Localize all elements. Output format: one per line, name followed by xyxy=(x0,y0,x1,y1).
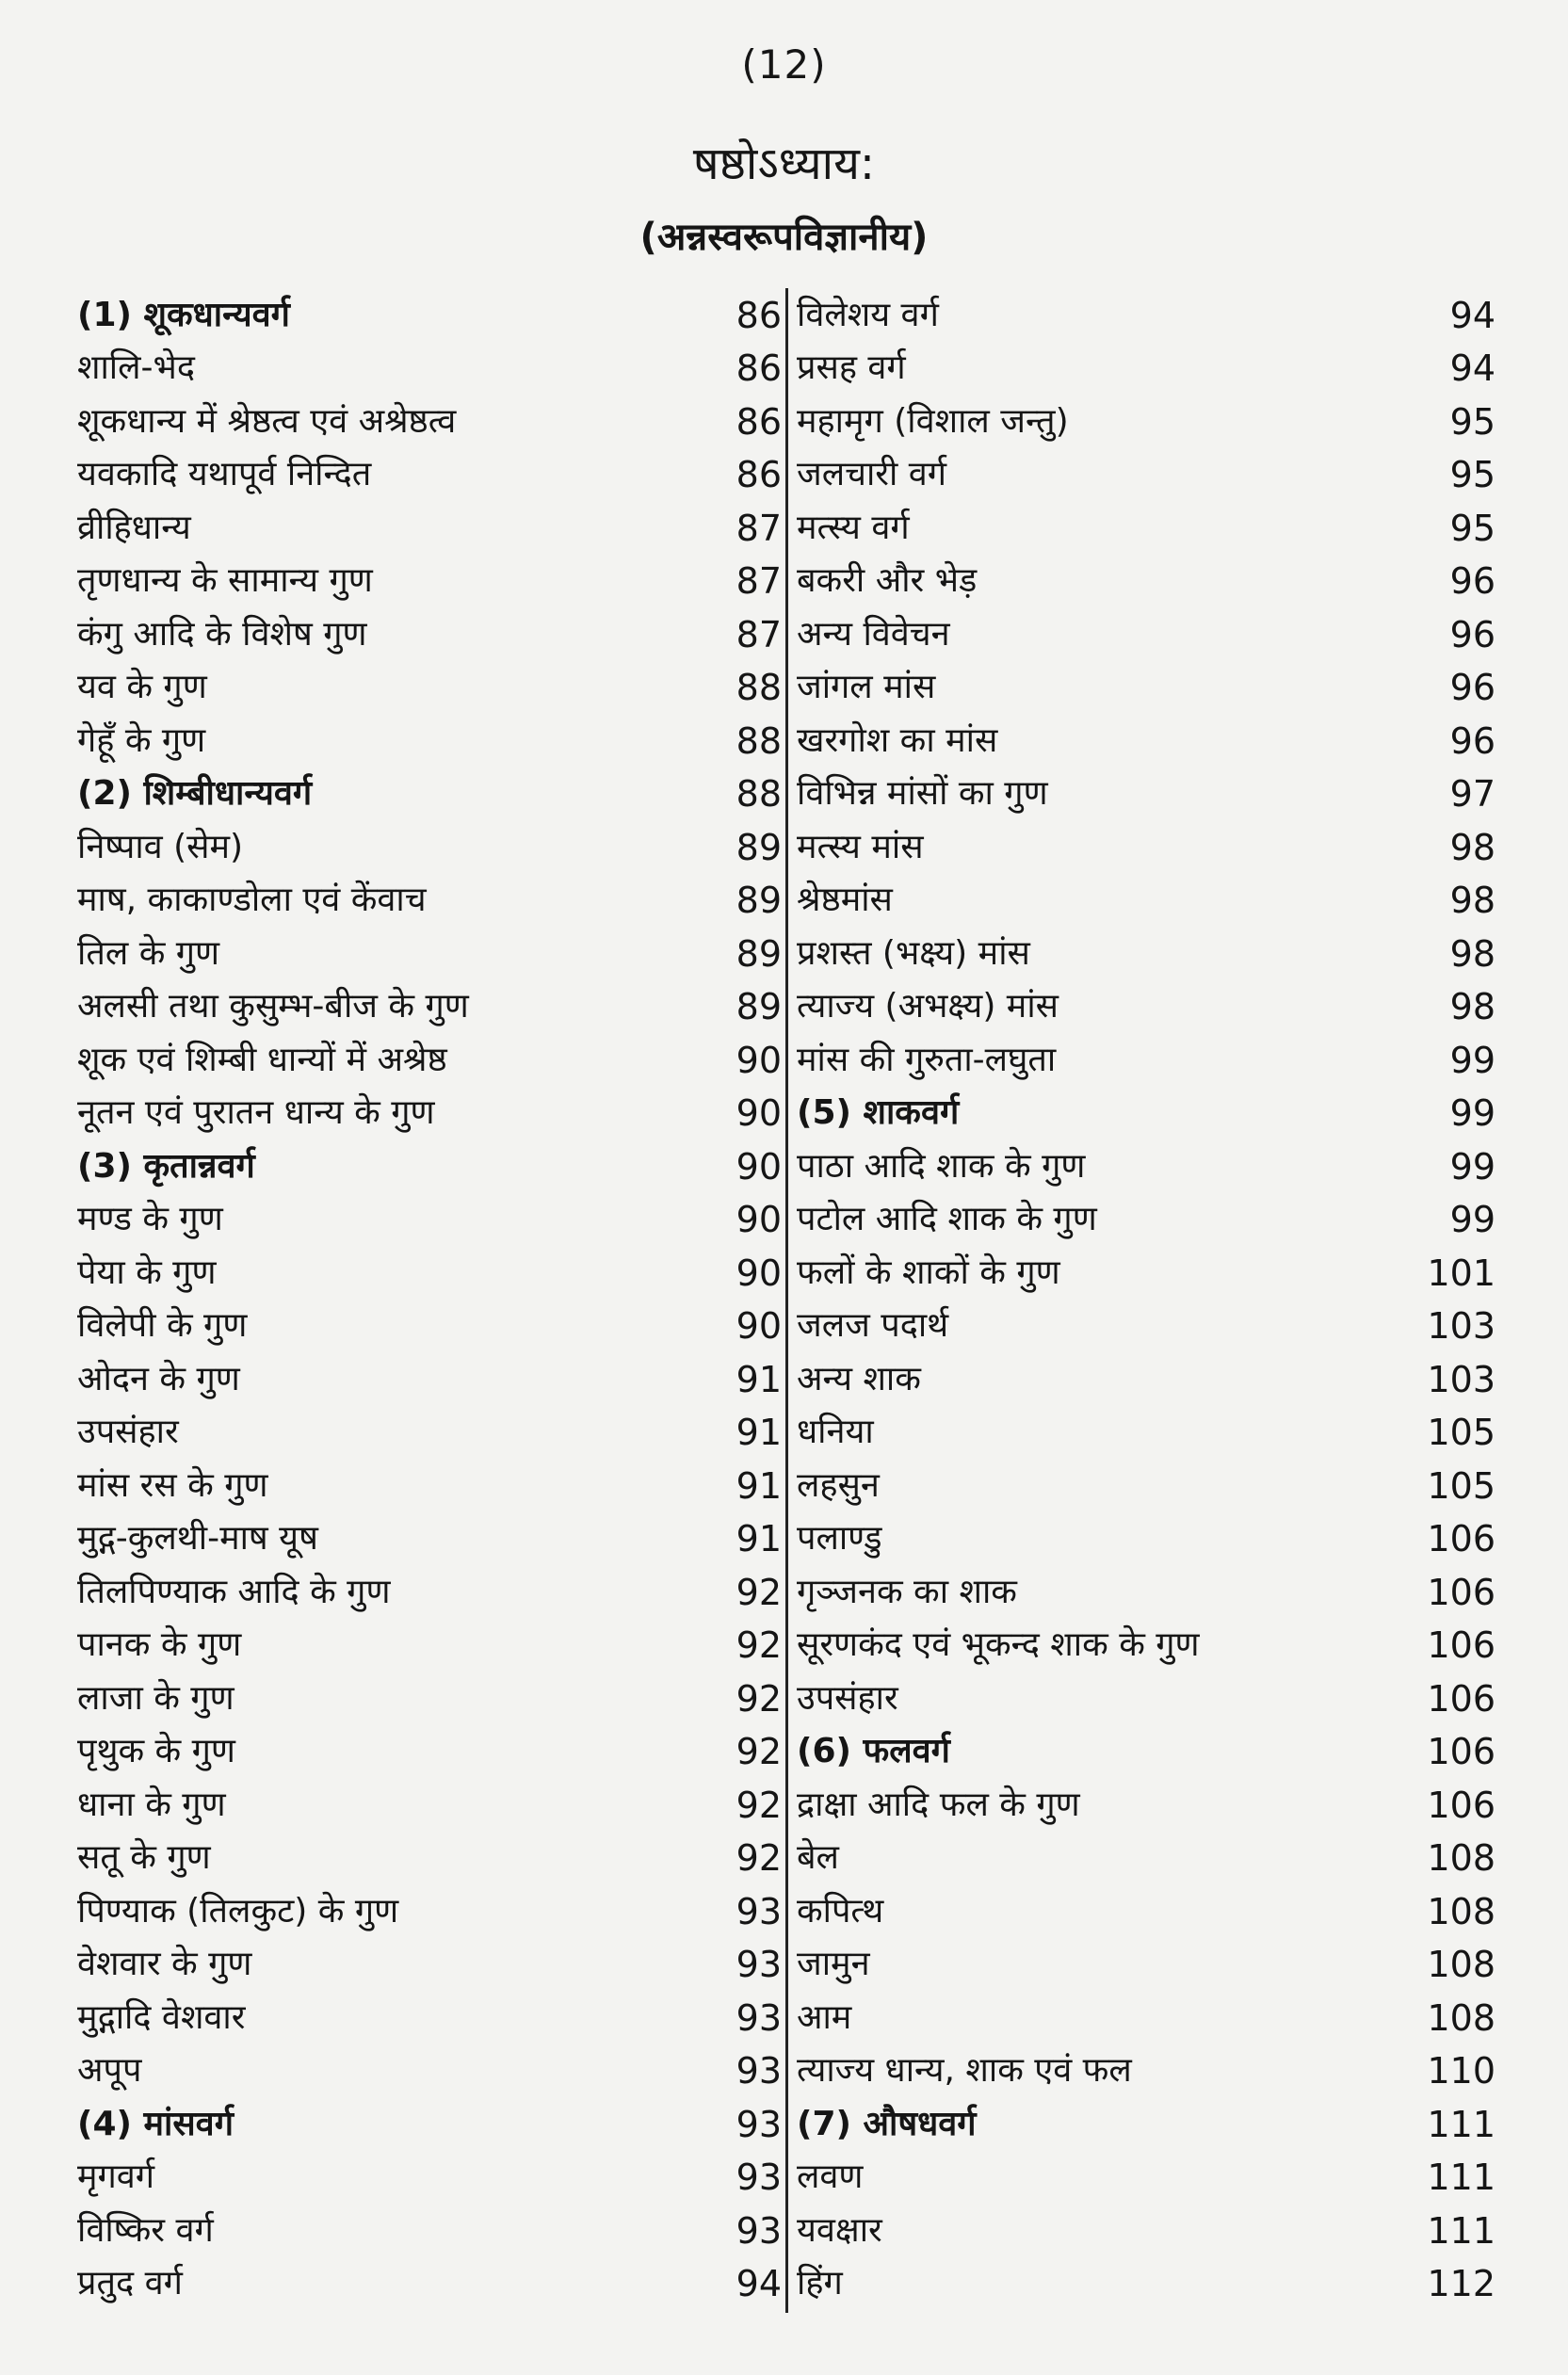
toc-entry-title: तृणधान्य के सामान्य गुण xyxy=(77,561,373,600)
toc-entry-page-number: 99 xyxy=(1449,1039,1495,1081)
toc-entry-page-number: 112 xyxy=(1427,2263,1495,2304)
toc-entry xyxy=(797,1300,1495,1353)
toc-entry xyxy=(797,342,1495,396)
toc-entry-page-number: 89 xyxy=(736,826,782,868)
toc-entry-page-number: 92 xyxy=(736,1624,782,1666)
toc-entry xyxy=(797,714,1495,767)
toc-entry-title: कंगु आदि के विशेष गुण xyxy=(77,614,367,654)
toc-entry-page-number: 93 xyxy=(736,2050,782,2092)
toc-entry-title: खरगोश का मांस xyxy=(797,720,998,760)
toc-entry xyxy=(797,2257,1495,2311)
toc-section-heading xyxy=(77,767,782,821)
toc-entry-title: मृगवर्ग xyxy=(77,2157,155,2196)
toc-entry xyxy=(77,1246,782,1300)
toc-entry-title: बकरी और भेड़ xyxy=(797,561,978,600)
toc-entry-title: जलज पदार्थ xyxy=(797,1306,949,1345)
toc-entry-title: (2) शिम्बीधान्यवर्ग xyxy=(77,774,313,813)
toc-entry xyxy=(797,555,1495,608)
toc-entry xyxy=(77,874,782,928)
toc-entry-title: मांस की गुरुता-लघुता xyxy=(797,1040,1057,1079)
toc-entry xyxy=(77,927,782,980)
toc-entry-title: लहसुन xyxy=(797,1465,880,1505)
toc-entry xyxy=(797,1512,1495,1566)
toc-entry-page-number: 106 xyxy=(1427,1677,1495,1720)
toc-entry xyxy=(77,2044,782,2098)
toc-entry-title: यवक्षार xyxy=(797,2210,882,2250)
toc-entry-title: तिल के गुण xyxy=(77,933,220,973)
toc-entry-page-number: 92 xyxy=(736,1571,782,1613)
toc-entry xyxy=(77,1725,782,1779)
toc-entry xyxy=(797,1991,1495,2044)
toc-entry-title: अपूप xyxy=(77,2051,142,2090)
toc-entry-page-number: 101 xyxy=(1427,1252,1495,1294)
toc-entry xyxy=(77,607,782,661)
toc-entry xyxy=(797,288,1495,342)
toc-entry-page-number: 103 xyxy=(1427,1358,1495,1400)
toc-entry-title: श्रेष्ठमांस xyxy=(797,881,893,919)
toc-entry-title: विभिन्न मांसों का गुण xyxy=(797,774,1048,813)
toc-entry-page-number: 86 xyxy=(736,294,782,336)
toc-entry xyxy=(797,395,1495,448)
toc-entry-page-number: 91 xyxy=(736,1464,782,1507)
toc-entry-page-number: 90 xyxy=(736,1199,782,1240)
toc-entry-page-number: 90 xyxy=(736,1092,782,1134)
toc-entry xyxy=(797,1139,1495,1193)
toc-entry-title: त्याज्य (अभक्ष्य) मांस xyxy=(797,987,1059,1026)
toc-entry-page-number: 92 xyxy=(736,1731,782,1772)
toc-entry xyxy=(77,2151,782,2205)
toc-entry-page-number: 94 xyxy=(1449,347,1495,389)
toc-entry xyxy=(77,820,782,874)
toc-entry-title: पेया के गुण xyxy=(77,1252,217,1292)
toc-entry-title: अन्य शाक xyxy=(797,1359,921,1398)
toc-entry-title: जांगल मांस xyxy=(797,668,936,706)
toc-entry xyxy=(797,607,1495,661)
toc-entry-title: जामुन xyxy=(797,1945,870,1983)
toc-entry-title: यव के गुण xyxy=(77,668,207,706)
toc-entry xyxy=(797,1352,1495,1406)
toc-entry-page-number: 87 xyxy=(736,560,782,602)
toc-entry-page-number: 87 xyxy=(736,507,782,549)
toc-section-heading xyxy=(77,288,782,342)
toc-entry-page-number: 93 xyxy=(736,2103,782,2145)
toc-entry-title: पृथुक के गुण xyxy=(77,1732,235,1770)
toc-entry xyxy=(77,1033,782,1087)
toc-entry xyxy=(797,501,1495,555)
toc-entry-title: ओदन के गुण xyxy=(77,1359,240,1398)
toc-entry xyxy=(77,1459,782,1512)
toc-section-heading xyxy=(797,1725,1495,1779)
toc-entry-title: तिलपिण्याक आदि के गुण xyxy=(77,1572,391,1611)
toc-entry-page-number: 91 xyxy=(736,1518,782,1559)
toc-entry-page-number: 111 xyxy=(1427,2157,1495,2198)
toc-entry xyxy=(797,661,1495,715)
toc-entry-title: मुद्गादि वेशवार xyxy=(77,1997,246,2037)
toc-entry-title: अन्य विवेचन xyxy=(797,614,950,654)
toc-entry-title: (5) शाकवर्ग xyxy=(797,1093,960,1132)
toc-entry-title: विलेपी के गुण xyxy=(77,1306,248,1345)
toc-entry xyxy=(797,767,1495,821)
toc-entry-page-number: 98 xyxy=(1449,986,1495,1027)
toc-entry-page-number: 108 xyxy=(1427,1890,1495,1932)
toc-entry-title: सतू के गुण xyxy=(77,1838,211,1877)
toc-entry-title: विष्किर वर्ग xyxy=(77,2210,214,2250)
toc-right-column xyxy=(797,288,1495,2310)
toc-entry-page-number: 92 xyxy=(736,1677,782,1720)
toc-entry-title: विलेशय वर्ग xyxy=(797,295,939,334)
toc-entry xyxy=(77,661,782,715)
column-divider xyxy=(785,288,788,2313)
toc-entry-title: त्याज्य धान्य, शाक एवं फल xyxy=(797,2051,1132,2090)
toc-entry-page-number: 86 xyxy=(736,400,782,443)
toc-entry-page-number: 111 xyxy=(1427,2209,1495,2252)
toc-entry-page-number: 86 xyxy=(736,347,782,389)
toc-entry-title: (3) कृतान्नवर्ग xyxy=(77,1146,255,1186)
toc-entry xyxy=(797,448,1495,502)
toc-entry xyxy=(77,1991,782,2044)
toc-entry xyxy=(77,1778,782,1832)
toc-entry-page-number: 88 xyxy=(736,719,782,762)
toc-entry xyxy=(77,1352,782,1406)
toc-entry-page-number: 90 xyxy=(736,1305,782,1347)
toc-entry-page-number: 93 xyxy=(736,1890,782,1932)
toc-entry-page-number: 86 xyxy=(736,454,782,495)
toc-entry-title: महामृग (विशाल जन्तु) xyxy=(797,401,1069,441)
toc-entry xyxy=(77,1193,782,1247)
toc-entry-page-number: 90 xyxy=(736,1039,782,1081)
toc-entry xyxy=(797,1672,1495,1725)
toc-entry-page-number: 89 xyxy=(736,880,782,921)
toc-entry xyxy=(77,1565,782,1619)
toc-entry-page-number: 87 xyxy=(736,613,782,655)
toc-entry-page-number: 93 xyxy=(736,2157,782,2198)
toc-entry-page-number: 97 xyxy=(1449,773,1495,815)
toc-entry xyxy=(797,2044,1495,2098)
toc-entry xyxy=(77,1619,782,1672)
toc-entry-page-number: 99 xyxy=(1449,1145,1495,1188)
toc-entry-title: (7) औषधवर्ग xyxy=(797,2104,977,2143)
toc-entry-title: द्राक्षा आदि फल के गुण xyxy=(797,1785,1080,1824)
toc-entry-page-number: 96 xyxy=(1449,719,1495,762)
toc-entry-page-number: 106 xyxy=(1427,1624,1495,1666)
toc-entry-page-number: 93 xyxy=(736,1996,782,2039)
toc-entry-page-number: 99 xyxy=(1449,1092,1495,1134)
toc-entry xyxy=(77,2257,782,2311)
toc-entry-title: जलचारी वर्ग xyxy=(797,455,947,493)
toc-entry-title: (4) मांसवर्ग xyxy=(77,2104,234,2143)
toc-entry-title: शालि-भेद xyxy=(77,348,195,387)
toc-entry-title: आम xyxy=(797,1997,852,2037)
toc-entry xyxy=(77,342,782,396)
toc-entry-page-number: 96 xyxy=(1449,613,1495,655)
toc-entry-title: निष्पाव (सेम) xyxy=(77,827,244,866)
toc-entry-page-number: 99 xyxy=(1449,1199,1495,1240)
toc-entry xyxy=(797,2151,1495,2205)
toc-entry-title: उपसंहार xyxy=(797,1678,898,1718)
toc-entry-page-number: 93 xyxy=(736,1944,782,1985)
toc-entry-page-number: 90 xyxy=(736,1145,782,1188)
toc-entry xyxy=(77,1832,782,1885)
chapter-subtitle: (अन्नस्वरूपविज्ञानीय) xyxy=(639,216,929,259)
toc-entry xyxy=(77,1884,782,1938)
toc-entry xyxy=(797,820,1495,874)
toc-entry xyxy=(797,1246,1495,1300)
toc-entry xyxy=(797,980,1495,1034)
toc-entry-title: प्रशस्त (भक्ष्य) मांस xyxy=(797,933,1030,973)
toc-entry-title: (6) फलवर्ग xyxy=(797,1732,950,1770)
toc-section-heading xyxy=(77,1139,782,1193)
toc-entry-title: गृञ्जनक का शाक xyxy=(797,1572,1017,1611)
toc-entry-title: (1) शूकधान्यवर्ग xyxy=(77,295,290,334)
toc-entry-page-number: 95 xyxy=(1449,400,1495,443)
toc-entry-page-number: 93 xyxy=(736,2209,782,2252)
toc-entry-page-number: 92 xyxy=(736,1784,782,1826)
toc-entry-title: अलसी तथा कुसुम्भ-बीज के गुण xyxy=(77,987,469,1026)
toc-entry xyxy=(797,874,1495,928)
toc-entry-title: मण्ड के गुण xyxy=(77,1200,223,1238)
toc-entry-page-number: 105 xyxy=(1427,1464,1495,1507)
toc-entry-title: कपित्थ xyxy=(797,1891,884,1931)
toc-entry xyxy=(77,714,782,767)
toc-entry xyxy=(797,1778,1495,1832)
toc-entry-title: वेशवार के गुण xyxy=(77,1945,252,1983)
toc-entry-title: मांस रस के गुण xyxy=(77,1465,268,1505)
toc-entry-title: हिंग xyxy=(797,2264,843,2302)
toc-entry-page-number: 92 xyxy=(736,1837,782,1879)
toc-entry xyxy=(77,2204,782,2257)
toc-entry-page-number: 96 xyxy=(1449,560,1495,602)
toc-entry-page-number: 108 xyxy=(1427,1944,1495,1985)
toc-entry-page-number: 96 xyxy=(1449,667,1495,708)
toc-entry xyxy=(797,1406,1495,1460)
toc-entry-title: गेहूँ के गुण xyxy=(77,720,206,760)
toc-entry-title: मुद्ग-कुलथी-माष यूष xyxy=(77,1519,318,1558)
toc-entry-title: पानक के गुण xyxy=(77,1625,242,1664)
toc-entry-title: पाठा आदि शाक के गुण xyxy=(797,1146,1086,1186)
toc-entry-page-number: 89 xyxy=(736,986,782,1027)
toc-entry-page-number: 95 xyxy=(1449,454,1495,495)
toc-entry-title: सूरणकंद एवं भूकन्द शाक के गुण xyxy=(797,1625,1200,1664)
toc-entry-page-number: 88 xyxy=(736,667,782,708)
toc-entry-title: मत्स्य मांस xyxy=(797,827,924,866)
toc-entry-page-number: 98 xyxy=(1449,932,1495,975)
toc-entry-page-number: 88 xyxy=(736,773,782,815)
toc-entry-title: माष, काकाण्डोला एवं केंवाच xyxy=(77,881,427,919)
toc-entry-title: शूकधान्य में श्रेष्ठत्व एवं अश्रेष्ठत्व xyxy=(77,401,457,441)
toc-entry-title: शूक एवं शिम्बी धान्यों में अश्रेष्ठ xyxy=(77,1040,447,1079)
toc-entry-title: पिण्याक (तिलकुट) के गुण xyxy=(77,1891,399,1931)
toc-entry xyxy=(797,1565,1495,1619)
toc-entry-page-number: 111 xyxy=(1427,2103,1495,2145)
toc-entry xyxy=(797,1832,1495,1885)
toc-entry-page-number: 91 xyxy=(736,1358,782,1400)
toc-entry xyxy=(77,1672,782,1725)
toc-entry xyxy=(77,980,782,1034)
toc-entry-title: पटोल आदि शाक के गुण xyxy=(797,1200,1097,1238)
toc-entry-title: लाजा के गुण xyxy=(77,1678,234,1718)
toc-entry xyxy=(77,1406,782,1460)
toc-entry-title: मत्स्य वर्ग xyxy=(797,508,910,547)
toc-entry xyxy=(797,2204,1495,2257)
toc-entry xyxy=(77,1938,782,1992)
toc-entry-title: लवण xyxy=(797,2157,864,2196)
toc-entry xyxy=(797,1619,1495,1672)
toc-entry-title: बेल xyxy=(797,1838,839,1877)
toc-entry-page-number: 105 xyxy=(1427,1412,1495,1453)
toc-entry xyxy=(797,927,1495,980)
toc-entry xyxy=(797,1459,1495,1512)
toc-entry-title: नूतन एवं पुरातन धान्य के गुण xyxy=(77,1093,435,1132)
toc-entry-title: प्रसह वर्ग xyxy=(797,348,906,387)
toc-entry xyxy=(77,1300,782,1353)
toc-entry xyxy=(77,395,782,448)
toc-entry-title: उपसंहार xyxy=(77,1413,179,1451)
toc-entry xyxy=(797,1193,1495,1247)
toc-entry-page-number: 106 xyxy=(1427,1518,1495,1559)
chapter-title: षष्ठोऽध्याय: xyxy=(692,137,876,190)
toc-entry-page-number: 94 xyxy=(736,2263,782,2304)
toc-entry-page-number: 98 xyxy=(1449,880,1495,921)
toc-entry-page-number: 89 xyxy=(736,932,782,975)
toc-entry-page-number: 94 xyxy=(1449,294,1495,336)
toc-entry-title: प्रतुद वर्ग xyxy=(77,2264,183,2302)
toc-entry-title: धनिया xyxy=(797,1413,874,1451)
toc-entry-title: पलाण्डु xyxy=(797,1519,882,1558)
toc-section-heading xyxy=(797,2097,1495,2151)
toc-entry xyxy=(77,1087,782,1140)
toc-entry-page-number: 106 xyxy=(1427,1784,1495,1826)
toc-entry-page-number: 103 xyxy=(1427,1305,1495,1347)
toc-entry-page-number: 91 xyxy=(736,1412,782,1453)
toc-entry-page-number: 95 xyxy=(1449,507,1495,549)
toc-entry-title: व्रीहिधान्य xyxy=(77,508,191,547)
toc-entry-title: फलों के शाकों के गुण xyxy=(797,1252,1060,1292)
toc-entry-page-number: 106 xyxy=(1427,1571,1495,1613)
toc-entry-page-number: 90 xyxy=(736,1252,782,1294)
toc-entry-title: धाना के गुण xyxy=(77,1785,226,1824)
toc-entry xyxy=(77,448,782,502)
toc-left-column xyxy=(77,288,782,2310)
toc-entry xyxy=(797,1033,1495,1087)
toc-entry xyxy=(77,555,782,608)
toc-entry-page-number: 108 xyxy=(1427,1996,1495,2039)
toc-section-heading xyxy=(77,2097,782,2151)
toc-entry xyxy=(77,1512,782,1566)
page-number: (12) xyxy=(741,41,827,88)
toc-entry-page-number: 98 xyxy=(1449,826,1495,868)
toc-entry-page-number: 108 xyxy=(1427,1837,1495,1879)
toc-section-heading xyxy=(797,1087,1495,1140)
toc-entry xyxy=(77,501,782,555)
toc-entry-title: यवकादि यथापूर्व निन्दित xyxy=(77,455,372,493)
toc-entry xyxy=(797,1884,1495,1938)
toc-entry xyxy=(797,1938,1495,1992)
toc-entry-page-number: 110 xyxy=(1427,2050,1495,2092)
toc-entry-page-number: 106 xyxy=(1427,1731,1495,1772)
